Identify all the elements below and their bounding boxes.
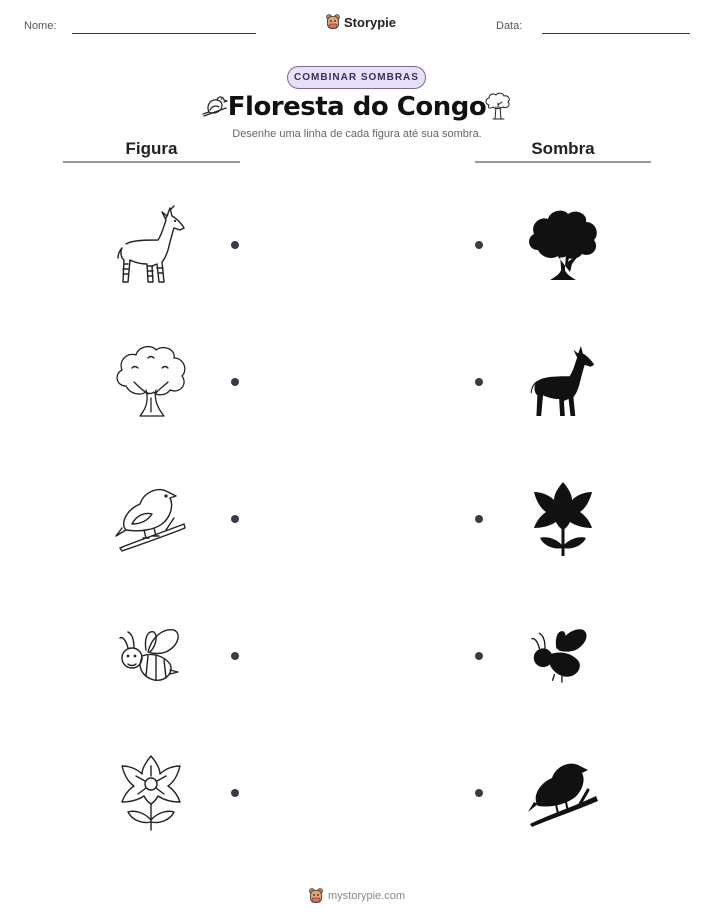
tree-icon	[112, 342, 190, 420]
bird-shadow-icon	[526, 758, 600, 828]
shadow-dot-4[interactable]	[475, 652, 483, 660]
activity-badge: COMBINAR SOMBRAS	[287, 66, 426, 89]
column-shadow-divider	[475, 161, 651, 163]
bear-mascot-icon	[309, 888, 323, 904]
footer	[0, 888, 714, 904]
shadow-dot-1[interactable]	[475, 241, 483, 249]
figure-dot-2[interactable]	[231, 378, 239, 386]
column-shadow-header: Sombra	[531, 139, 595, 158]
page-title: Floresta do Congo	[227, 92, 487, 122]
shadow-dot-3[interactable]	[475, 515, 483, 523]
shadow-dot-2[interactable]	[475, 378, 483, 386]
flower-icon	[120, 754, 182, 832]
brand-logo	[326, 14, 396, 30]
bear-mascot-icon	[326, 14, 340, 30]
figure-dot-3[interactable]	[231, 515, 239, 523]
bee-shadow-icon	[530, 624, 592, 684]
tree-shadow-icon	[524, 206, 602, 284]
column-figure-divider	[63, 161, 240, 163]
figure-dot-4[interactable]	[231, 652, 239, 660]
footer-url[interactable]: mystorypie.com	[327, 890, 406, 902]
figure-dot-5[interactable]	[231, 789, 239, 797]
figure-dot-1[interactable]	[231, 241, 239, 249]
okapi-icon	[112, 204, 188, 286]
instructions: Desenhe uma linha de cada figura até sua sombra.	[232, 128, 482, 140]
date-field-line[interactable]	[542, 33, 690, 34]
name-label: Nome:	[24, 20, 57, 32]
name-field-line[interactable]	[72, 33, 256, 34]
brand-name: Storypie	[344, 14, 397, 30]
column-figure-header: Figura	[125, 139, 178, 158]
bird-icon	[114, 484, 188, 554]
date-label: Data:	[496, 20, 523, 32]
bee-icon	[118, 626, 184, 686]
flower-shadow-icon	[532, 480, 594, 558]
okapi-shadow-icon	[526, 340, 598, 422]
shadow-dot-5[interactable]	[475, 789, 483, 797]
